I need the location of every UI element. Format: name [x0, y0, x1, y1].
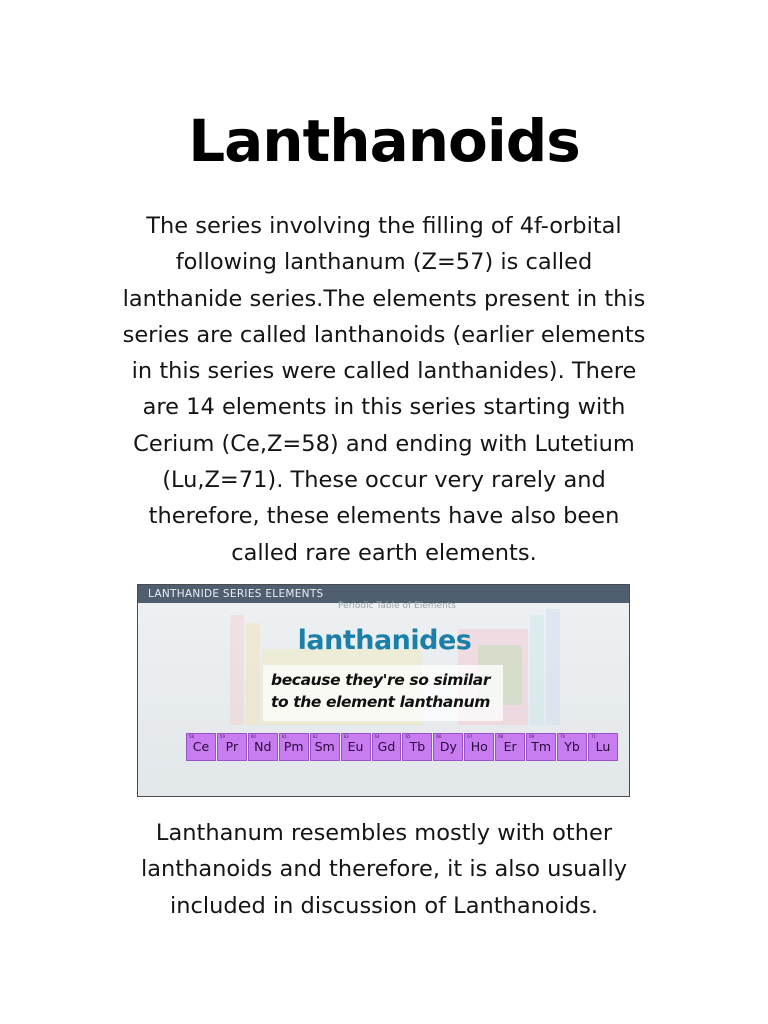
outro-line: lanthanoids and therefore, it is also usually — [140, 856, 628, 883]
outro-line: included in discussion of Lanthanoids. — [169, 892, 599, 919]
page-title: Lanthanoids — [188, 107, 580, 175]
element-symbol: Pr — [225, 739, 239, 754]
highlight-word: lanthanides — [297, 625, 472, 656]
intro-paragraph — [84, 208, 684, 571]
atomic-number: 58 — [189, 734, 195, 739]
intro-line: called rare earth elements. — [231, 539, 537, 566]
element-symbol: Yb — [564, 739, 580, 754]
atomic-number: 62 — [312, 734, 318, 739]
element-symbol: Gd — [377, 739, 396, 754]
element-symbol: Lu — [595, 739, 611, 754]
atomic-number: 65 — [405, 734, 411, 739]
atomic-number: 70 — [560, 734, 566, 739]
element-symbol: Sm — [314, 739, 335, 754]
element-cell — [217, 733, 247, 761]
element-cell — [310, 733, 340, 761]
element-symbol: Ho — [470, 739, 488, 754]
element-symbol: Pm — [283, 739, 304, 754]
atomic-number: 59 — [219, 734, 226, 739]
element-cell — [372, 733, 402, 761]
lanthanide-element-strip — [186, 733, 618, 761]
atomic-number: 69 — [529, 734, 535, 739]
element-cell — [588, 733, 618, 761]
atomic-number: 67 — [467, 734, 473, 739]
atomic-number: 64 — [374, 734, 380, 739]
intro-line: (Lu,Z=71). These occur very rarely and — [162, 467, 606, 494]
caption-line: because they're so similar — [271, 671, 491, 689]
element-cell — [495, 733, 525, 761]
element-symbol: Eu — [347, 739, 364, 754]
element-cell — [341, 733, 371, 761]
intro-line: Cerium (Ce,Z=58) and ending with Lutetium — [133, 430, 635, 457]
atomic-number: 68 — [498, 734, 504, 739]
element-cell — [402, 733, 432, 761]
closing-paragraph — [84, 815, 684, 924]
figure-subtitle: Periodic Table of Elements — [338, 601, 456, 611]
figure-header: LANTHANIDE SERIES ELEMENTS — [138, 585, 629, 603]
element-cell — [248, 733, 278, 761]
outro-line: Lanthanum resembles mostly with other — [155, 820, 613, 846]
lanthanide-series-image — [137, 584, 630, 797]
atomic-number: 60 — [250, 734, 256, 739]
element-symbol: Ce — [192, 739, 210, 754]
element-cell — [279, 733, 309, 761]
atomic-number: 66 — [436, 734, 442, 739]
atomic-number: 63 — [343, 734, 349, 739]
element-symbol: Tm — [531, 739, 551, 754]
element-cell — [557, 733, 587, 761]
caption-line: to the element lanthanum — [271, 693, 490, 711]
element-cell — [526, 733, 556, 761]
element-cell — [186, 733, 216, 761]
intro-line: in this series were called lanthanides). There — [131, 358, 637, 385]
intro-line: The series involving the filling of 4f-orbital — [146, 213, 622, 239]
element-symbol: Tb — [409, 739, 426, 754]
intro-line: series are called lanthanoids (earlier elements — [122, 321, 646, 348]
element-symbol: Nd — [254, 739, 272, 754]
intro-line: lanthanide series.The elements present in this — [122, 285, 646, 312]
intro-line: following lanthanum (Z=57) is called — [175, 249, 593, 276]
intro-line: are 14 elements in this series starting with — [142, 394, 626, 421]
element-cell — [464, 733, 494, 761]
intro-line: therefore, these elements have also been — [148, 503, 620, 530]
element-symbol: Er — [503, 739, 517, 754]
atomic-number: 61 — [281, 734, 287, 739]
element-cell — [433, 733, 463, 761]
element-symbol: Dy — [439, 739, 457, 754]
atomic-number: 71 — [590, 734, 597, 739]
